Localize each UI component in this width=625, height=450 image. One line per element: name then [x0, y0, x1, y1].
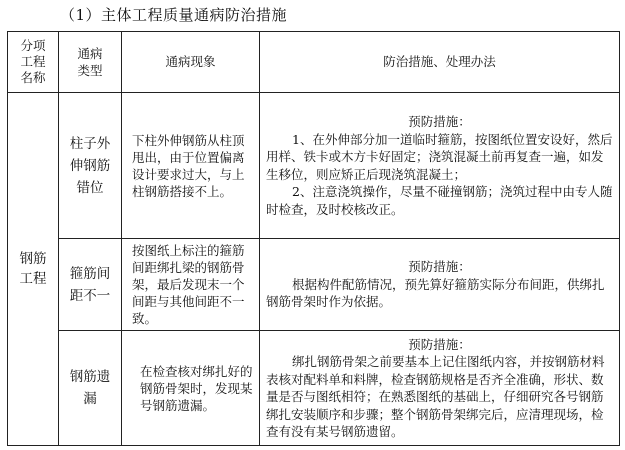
type-cell	[59, 239, 122, 331]
header-type: 通病类型	[59, 32, 122, 93]
measures-cell	[260, 93, 620, 239]
section-title: （1）主体工程质量通病防治措施	[60, 6, 288, 24]
phenomenon-cell	[122, 93, 260, 239]
header-subproject: 分项工程名称	[8, 32, 59, 93]
defect-type: 箍筋间距不一	[69, 265, 111, 304]
type-cell	[59, 93, 122, 239]
table-row	[8, 331, 620, 446]
defect-type: 柱子外伸钢筋错位	[69, 135, 111, 196]
table-row	[8, 239, 620, 331]
measure-label: 预防措施：	[408, 336, 471, 352]
header-measures: 防治措施、处理办法	[260, 32, 620, 93]
measure-paragraph: 根据构件配筋情况，预先算好箍筋实际分布间距，供绑扎钢筋骨架时作为依据。	[266, 276, 605, 310]
defect-type: 钢筋遗漏	[69, 369, 111, 407]
measure-paragraph: 绑扎钢筋骨架之前要基本上记住图纸内容，并按钢筋材料表核对配料单和料牌，检查钢筋规格是否齐全准确，形状、数量是否与图纸相符；在熟悉图纸的基础上，仔细研究各号钢筋绑扎安装顺序和步骤；整个钢筋骨架绑完后，应清理现场，检查有没有某号钢筋遗留。	[266, 354, 605, 439]
header-phenomenon: 通病现象	[122, 32, 260, 93]
phenomenon-cell	[122, 331, 260, 446]
defect-phenomenon: 按图纸上标注的箍筋间距绑扎梁的钢筋骨架，最后发现末一个间距与其他间距不一致。	[132, 243, 245, 326]
defect-phenomenon: 下柱外伸钢筋从柱顶甩出，由于位置偏离设计要求过大，与上柱钢筋搭接不上。	[132, 132, 245, 199]
header-row	[8, 32, 620, 93]
type-cell	[59, 331, 122, 446]
measures-cell	[260, 331, 620, 446]
defect-phenomenon: 在检查核对绑扎好的钢筋骨架时，发现某号钢筋遗漏。	[140, 363, 253, 413]
measure-paragraph: 2、注意浇筑操作，尽量不碰撞钢筋；浇筑过程中由专人随时检查，及时校核改正。	[266, 184, 613, 217]
phenomenon-cell	[122, 239, 260, 331]
measure-label: 预防措施：	[408, 259, 471, 275]
subproject-cell	[8, 93, 59, 446]
subproject-name: 钢筋工程	[19, 251, 47, 287]
measure-paragraph: 1、在外伸部分加一道临时箍筋，按图纸位置安设好，然后用样、铁卡或木方卡好固定；浇筑混凝土前再复查一遍，如发生移位，则应矫正后现浇筑混凝土；	[266, 131, 613, 182]
quality-defect-table	[7, 31, 620, 446]
table-row	[8, 93, 620, 239]
measures-cell	[260, 239, 620, 331]
measure-label: 预防措施：	[408, 114, 471, 129]
